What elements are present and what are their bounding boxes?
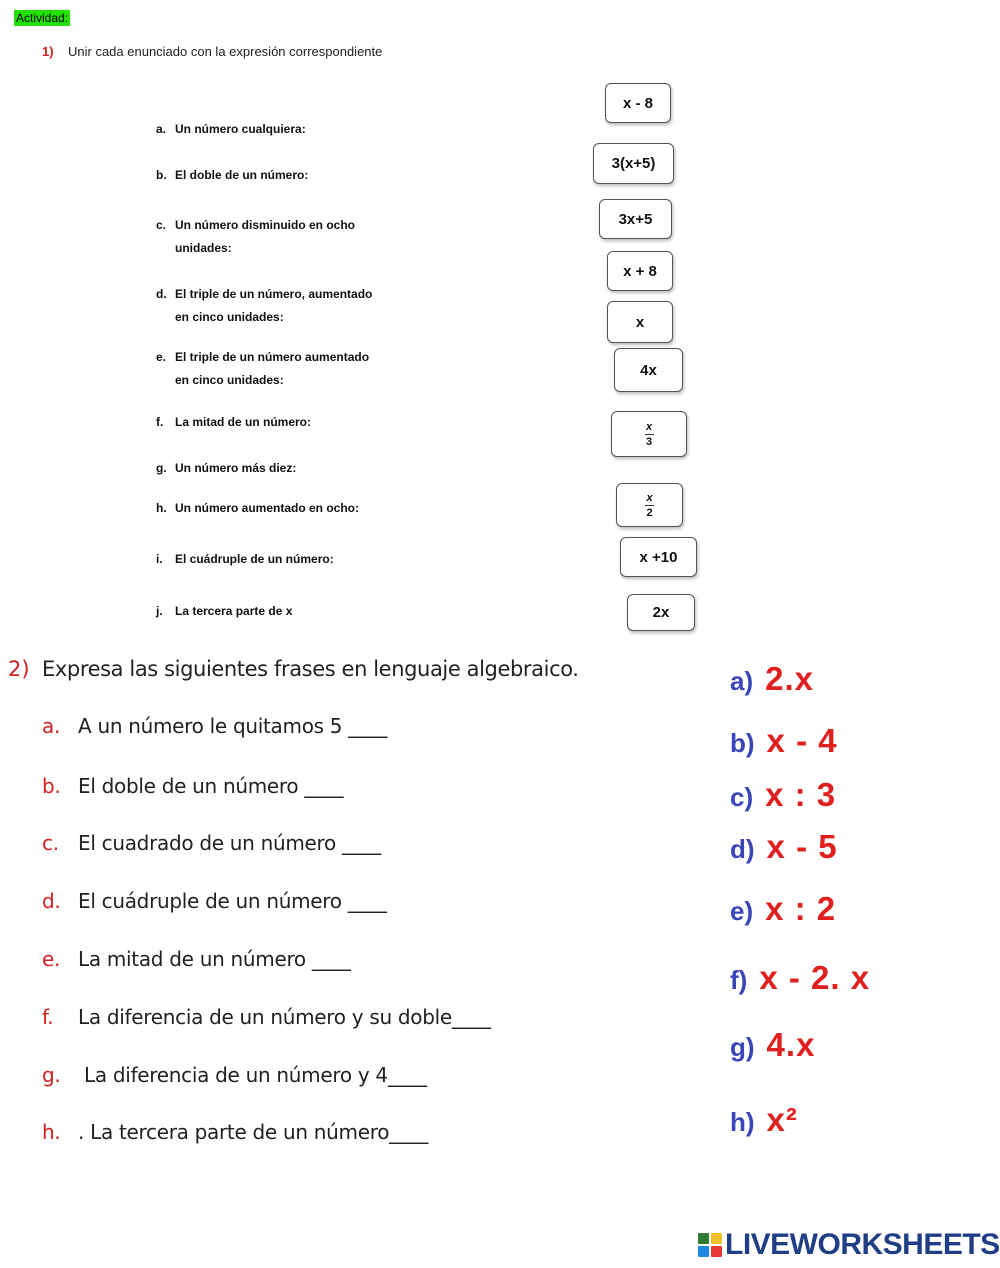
answer-c[interactable]: c) x : 3 bbox=[730, 776, 837, 813]
exercise1-number: 1) bbox=[42, 44, 54, 59]
logo-text: LIVEWORKSHEETS bbox=[725, 1228, 1000, 1261]
phrase-h: h. . La tercera parte de un número____ bbox=[42, 1120, 428, 1144]
phrase-c: c. El cuadrado de un número ____ bbox=[42, 831, 381, 855]
answer-g[interactable]: g) 4.x bbox=[730, 1026, 816, 1063]
statement-i: i. El cuádruple de un número: bbox=[156, 552, 334, 566]
phrase-b: b. El doble de un número ____ bbox=[42, 774, 344, 798]
phrase-e: e. La mitad de un número ____ bbox=[42, 947, 351, 971]
expression-box-fraction[interactable] bbox=[616, 483, 683, 527]
statement-j: j. La tercera parte de x bbox=[156, 604, 293, 618]
expression-box[interactable]: x - 8 bbox=[605, 83, 671, 123]
expression-box[interactable]: 4x bbox=[614, 348, 683, 392]
statement-f: f. La mitad de un número: bbox=[156, 415, 312, 429]
expression-box[interactable]: 3(x+5) bbox=[593, 143, 674, 184]
expression-box[interactable]: x +10 bbox=[620, 537, 697, 577]
answer-a[interactable]: a) 2.x bbox=[730, 660, 814, 697]
statement-c: c. Un número disminuido en ocho unidades: bbox=[156, 218, 355, 255]
activity-heading: Actividad: bbox=[16, 11, 69, 25]
liveworksheets-logo-icon bbox=[698, 1233, 722, 1257]
expression-box[interactable]: x bbox=[607, 301, 673, 343]
answer-e[interactable]: e) x : 2 bbox=[730, 890, 837, 927]
answer-d[interactable]: d) x - 5 bbox=[730, 828, 838, 865]
exercise2-title: Expresa las siguientes frases en lenguaje algebraico. bbox=[42, 657, 579, 681]
fraction: $\frac{x}{3}$ bbox=[645, 420, 653, 448]
phrase-d: d. El cuádruple de un número ____ bbox=[42, 889, 387, 913]
expression-box[interactable]: 3x+5 bbox=[599, 199, 672, 239]
exercise2-number: 2) bbox=[8, 657, 30, 681]
exercise1-title: Unir cada enunciado con la expresión correspondiente bbox=[68, 44, 383, 59]
statement-h: h. Un número aumentado en ocho: bbox=[156, 501, 360, 515]
statement-d: d. El triple de un número, aumentado en cinco unidades: bbox=[156, 287, 373, 324]
phrase-g: g. La diferencia de un número y 4____ bbox=[42, 1063, 427, 1087]
answer-b[interactable]: b) x - 4 bbox=[730, 722, 838, 759]
expression-box[interactable]: 2x bbox=[627, 594, 695, 631]
phrase-a: a. A un número le quitamos 5 ____ bbox=[42, 714, 388, 738]
expression-box[interactable]: x + 8 bbox=[607, 251, 673, 291]
answer-f[interactable]: f) x - 2. x bbox=[730, 959, 871, 996]
statement-b: b. El doble de un número: bbox=[156, 168, 309, 182]
statement-g: g. Un número más diez: bbox=[156, 461, 297, 475]
fraction: $\frac{x}{2}$ bbox=[646, 491, 653, 519]
phrase-f: f. La diferencia de un número y su doble____ bbox=[42, 1005, 491, 1029]
statement-a: a. Un número cualquiera: bbox=[156, 122, 306, 136]
liveworksheets-logo bbox=[698, 1228, 1000, 1262]
expression-box-fraction[interactable] bbox=[611, 411, 687, 457]
statement-e: e. El triple de un número aumentado en cinco unidades: bbox=[156, 350, 370, 387]
answer-h[interactable]: h) x² bbox=[730, 1101, 798, 1138]
